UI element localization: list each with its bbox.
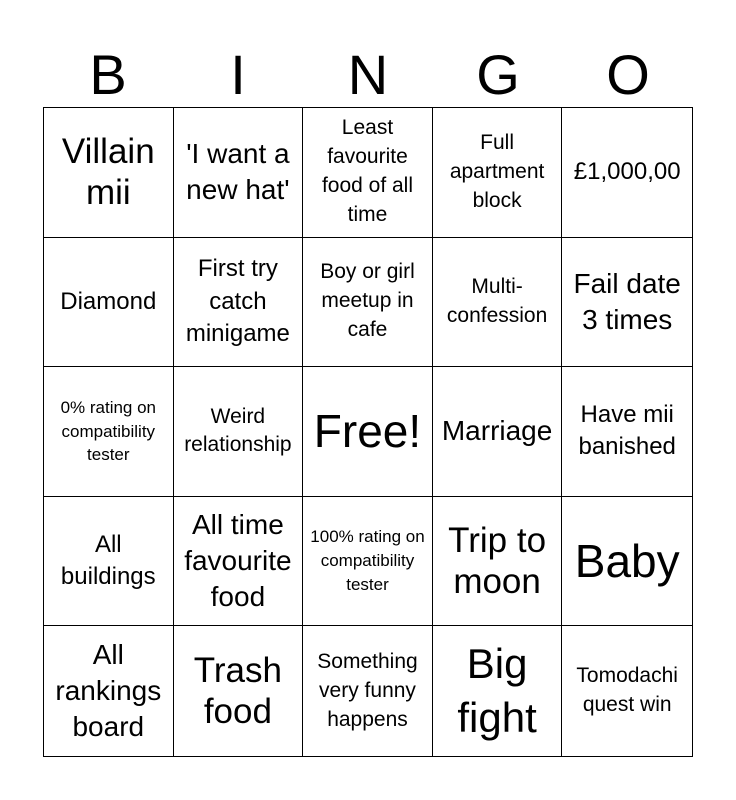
bingo-cell[interactable]: [562, 108, 692, 238]
cell-label: Least favourite food of all time: [321, 116, 414, 227]
cell-label: All rankings board: [55, 638, 162, 743]
cell-label: All time favourite food: [184, 508, 292, 613]
bingo-cell[interactable]: [562, 497, 692, 627]
cell-label: 100% rating on compatibility tester: [310, 527, 425, 594]
bingo-cell[interactable]: [174, 238, 304, 368]
cell-label: Diamond: [60, 287, 157, 315]
cell-label: Baby: [574, 534, 680, 587]
bingo-cell[interactable]: [303, 238, 433, 368]
bingo-cell[interactable]: [433, 497, 563, 627]
bingo-cell[interactable]: [433, 108, 563, 238]
bingo-cell[interactable]: [174, 108, 304, 238]
bingo-cell[interactable]: [44, 497, 174, 627]
cell-label: Something very funny happens: [317, 649, 418, 731]
cell-label: Tomodachi quest win: [576, 664, 678, 717]
bingo-cell[interactable]: [44, 238, 174, 368]
cell-label: Have mii banished: [578, 401, 676, 461]
cell-label: First try catch minigame: [185, 255, 290, 348]
cell-label: Fail date 3 times: [573, 267, 681, 335]
header-letter-g: G: [476, 43, 520, 106]
free-space[interactable]: [303, 367, 433, 497]
bingo-cell[interactable]: [562, 626, 692, 756]
header-letter-b: B: [89, 43, 127, 106]
bingo-cell[interactable]: [174, 497, 304, 627]
bingo-cell[interactable]: [303, 626, 433, 756]
bingo-board: [43, 107, 693, 757]
bingo-cell[interactable]: [303, 497, 433, 627]
bingo-cell[interactable]: [562, 238, 692, 368]
header-letter-n: N: [347, 43, 389, 106]
cell-label: Weird relationship: [184, 404, 292, 457]
cell-label: 'I want a new hat': [186, 137, 290, 206]
bingo-cell[interactable]: [303, 108, 433, 238]
header-letter-i: I: [230, 43, 246, 106]
cell-label: Trip to moon: [448, 520, 547, 602]
bingo-cell[interactable]: [44, 626, 174, 756]
cell-label: 0% rating on compatibility tester: [60, 397, 157, 465]
cell-label: £1,000,00: [573, 158, 681, 186]
bingo-cell[interactable]: [174, 626, 304, 756]
cell-label: Boy or girl meetup in cafe: [320, 260, 415, 342]
cell-label: Villain mii: [61, 132, 155, 213]
bingo-cell[interactable]: [562, 367, 692, 497]
cell-label: Big fight: [457, 639, 537, 742]
bingo-cell[interactable]: [44, 108, 174, 238]
cell-label: All buildings: [60, 530, 156, 591]
cell-label: Full apartment block: [449, 130, 545, 212]
bingo-cell[interactable]: [433, 367, 563, 497]
cell-label: Multi-confession: [446, 274, 548, 327]
bingo-cell[interactable]: [433, 238, 563, 368]
cell-label: Trash food: [193, 650, 282, 732]
bingo-cell[interactable]: [44, 367, 174, 497]
cell-label: Free!: [313, 405, 422, 458]
cell-label: Marriage: [441, 415, 553, 447]
bingo-cell[interactable]: [433, 626, 563, 756]
bingo-header: [43, 42, 693, 108]
header-letter-o: O: [606, 43, 650, 106]
bingo-cell[interactable]: [174, 367, 304, 497]
